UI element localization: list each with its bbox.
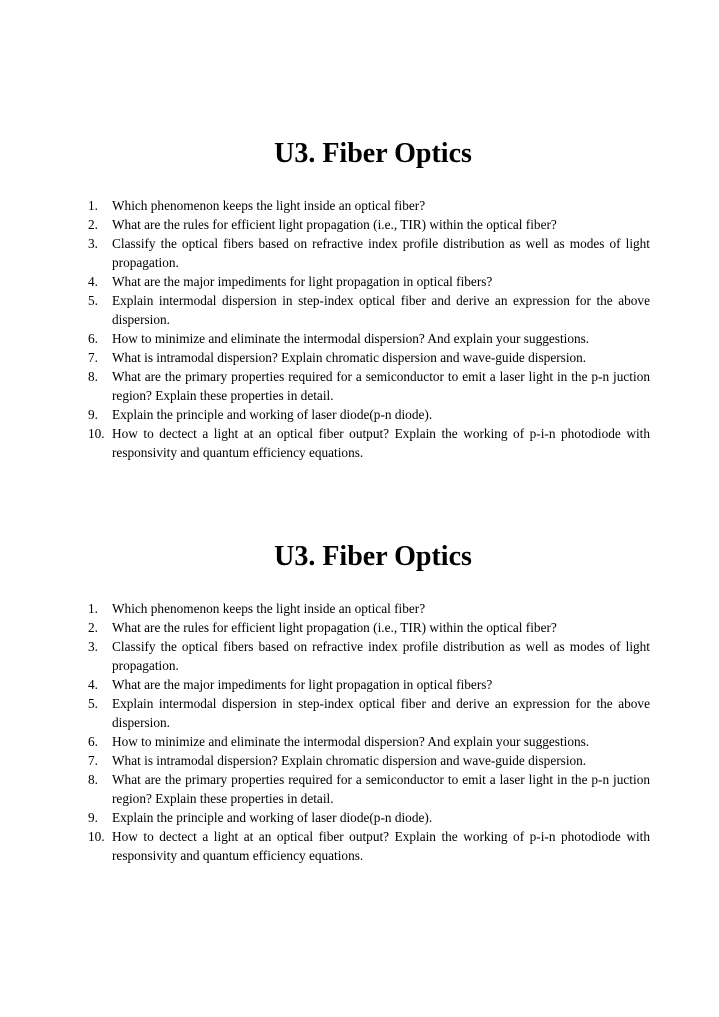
item-text: How to dectect a light at an optical fiber output? Explain the working of p-i-n photodiode with responsivity and quantum efficiency equations.	[112, 829, 650, 863]
item-number: 7.	[88, 753, 98, 768]
item-number: 10.	[88, 829, 105, 844]
item-number: 1.	[88, 601, 98, 616]
item-text: Explain intermodal dispersion in step-index optical fiber and derive an expression for the above dispersion.	[112, 696, 650, 730]
list-item	[88, 291, 650, 329]
item-number: 2.	[88, 217, 98, 232]
item-text: What are the rules for efficient light propagation (i.e., TIR) within the optical fiber?	[112, 217, 557, 232]
item-text: Which phenomenon keeps the light inside an optical fiber?	[112, 198, 426, 213]
item-number: 5.	[88, 696, 98, 711]
list-item	[88, 348, 650, 367]
list-item	[88, 827, 650, 865]
item-number: 4.	[88, 677, 98, 692]
item-number: 8.	[88, 772, 98, 787]
list-item	[88, 329, 650, 348]
item-number: 2.	[88, 620, 98, 635]
item-text: What is intramodal dispersion? Explain chromatic dispersion and wave-guide dispersion.	[112, 350, 587, 365]
item-text: What are the major impediments for light propagation in optical fibers?	[112, 274, 493, 289]
question-list	[88, 196, 650, 462]
list-item	[88, 405, 650, 424]
item-text: How to minimize and eliminate the intermodal dispersion? And explain your suggestions.	[112, 331, 590, 346]
list-item	[88, 215, 650, 234]
list-item	[88, 367, 650, 405]
item-number: 6.	[88, 331, 98, 346]
item-number: 9.	[88, 810, 98, 825]
item-number: 7.	[88, 350, 98, 365]
item-text: What are the rules for efficient light propagation (i.e., TIR) within the optical fiber?	[112, 620, 557, 635]
item-text: Explain intermodal dispersion in step-index optical fiber and derive an expression for the above dispersion.	[112, 293, 650, 327]
list-item	[88, 599, 650, 618]
item-number: 5.	[88, 293, 98, 308]
list-item	[88, 234, 650, 272]
item-number: 1.	[88, 198, 98, 213]
section-title: U3. Fiber Optics	[274, 138, 472, 169]
section-title: U3. Fiber Optics	[274, 541, 472, 572]
list-item	[88, 196, 650, 215]
item-text: Classify the optical fibers based on refractive index profile distribution as well as modes of light propagation.	[112, 639, 650, 673]
list-item	[88, 618, 650, 637]
question-list	[88, 599, 650, 865]
list-item	[88, 770, 650, 808]
list-item	[88, 272, 650, 291]
item-text: Explain the principle and working of laser diode(p-n diode).	[112, 810, 433, 825]
list-item	[88, 424, 650, 462]
item-number: 3.	[88, 236, 98, 251]
list-item	[88, 675, 650, 694]
item-text: What are the primary properties required for a semiconductor to emit a laser light in the p-n juction region? Explain these properties in detail.	[112, 369, 650, 403]
list-item	[88, 694, 650, 732]
item-text: Which phenomenon keeps the light inside an optical fiber?	[112, 601, 426, 616]
list-item	[88, 808, 650, 827]
item-number: 6.	[88, 734, 98, 749]
question-section	[88, 539, 650, 865]
item-number: 9.	[88, 407, 98, 422]
list-item	[88, 751, 650, 770]
item-number: 10.	[88, 426, 105, 441]
item-text: What is intramodal dispersion? Explain chromatic dispersion and wave-guide dispersion.	[112, 753, 587, 768]
item-number: 4.	[88, 274, 98, 289]
question-section	[88, 136, 650, 462]
list-item	[88, 637, 650, 675]
item-text: What are the major impediments for light propagation in optical fibers?	[112, 677, 493, 692]
item-text: How to dectect a light at an optical fiber output? Explain the working of p-i-n photodiode with responsivity and quantum efficiency equations.	[112, 426, 650, 460]
item-text: Explain the principle and working of laser diode(p-n diode).	[112, 407, 433, 422]
item-number: 8.	[88, 369, 98, 384]
list-item	[88, 732, 650, 751]
item-text: What are the primary properties required for a semiconductor to emit a laser light in the p-n juction region? Explain these properties in detail.	[112, 772, 650, 806]
item-text: How to minimize and eliminate the intermodal dispersion? And explain your suggestions.	[112, 734, 590, 749]
item-text: Classify the optical fibers based on refractive index profile distribution as well as modes of light propagation.	[112, 236, 650, 270]
item-number: 3.	[88, 639, 98, 654]
